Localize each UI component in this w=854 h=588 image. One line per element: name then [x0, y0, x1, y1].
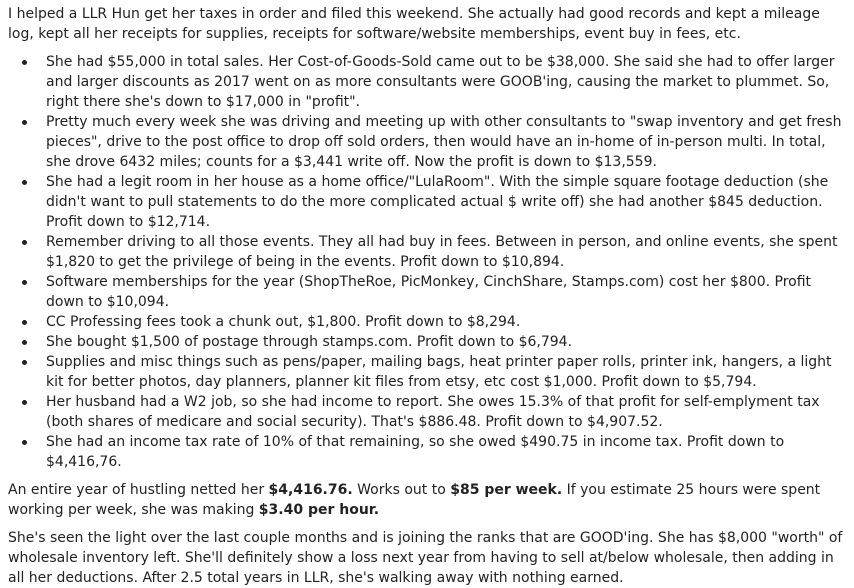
list-item-text: Software memberships for the year (ShopTheRoe, PicMonkey, CinchShare, Stamps.com) cost her $800. Profit down to $10,094. — [46, 274, 812, 310]
list-item-text: CC Professing fees took a chunk out, $1,800. Profit down to $8,294. — [46, 314, 521, 330]
list-item-text: She had $55,000 in total sales. Her Cost-of-Goods-Sold came out to be $38,000. She said she had to offer larger and larger discounts as 2017 went on as more consultants were GOOB'ing, causing the market to plummet. So, right there she's down to $17,000 in "profit". — [46, 54, 835, 110]
list-item-text: She had an income tax rate of 10% of that remaining, so she owed $490.75 in income tax. Profit down to $4,416,76. — [46, 434, 785, 470]
list-item — [46, 272, 846, 312]
bullet-icon — [22, 120, 27, 125]
bullet-icon — [22, 440, 27, 445]
bullet-icon — [22, 60, 27, 65]
expense-list — [8, 52, 846, 472]
summary-text: If you estimate 25 hours were spent working per week, she was making — [8, 482, 821, 518]
summary-paragraph — [8, 480, 846, 520]
list-item — [46, 172, 846, 232]
net-profit-value: $4,416.76. — [268, 482, 353, 498]
summary-text: Works out to — [352, 482, 451, 498]
list-item — [46, 432, 846, 472]
hourly-rate-value: $3.40 per hour. — [258, 502, 380, 518]
intro-paragraph: I helped a LLR Hun get her taxes in order and filed this weekend. She actually had good records and kept a mileage log, kept all her receipts for supplies, receipts for software/website memberships, event buy in fees, etc. — [8, 6, 820, 42]
weekly-rate-value: $85 per week. — [450, 482, 563, 498]
bullet-icon — [22, 340, 27, 345]
list-item-text: Supplies and misc things such as pens/paper, mailing bags, heat printer paper rolls, printer ink, hangers, a light kit for better photos, day planners, planner kit files from etsy, etc cost $1,000. Profit down to $5,794. — [46, 354, 832, 390]
bullet-icon — [22, 180, 27, 185]
list-item-text: She had a legit room in her house as a home office/"LulaRoom". With the simple square footage deduction (she didn't want to pull statements to do the more complicated actual $ write off) she had another $845 deduction. Profit down to $12,714. — [46, 174, 829, 230]
bullet-icon — [22, 320, 27, 325]
bullet-icon — [22, 280, 27, 285]
list-item-text: Pretty much every week she was driving and meeting up with other consultants to "swap inventory and get fresh pieces", drive to the post office to drop off sold orders, then would have an in-home of in-person multi. In total, she drove 6432 miles; counts for a $3,441 write off. Now the profit is down to $13,559. — [46, 114, 842, 170]
list-item — [46, 112, 846, 172]
list-item-text: Her husband had a W2 job, so she had income to report. She owes 15.3% of that profit for self-emplyment tax (both shares of medicare and social security). That's $886.48. Profit down to $4,907.52. — [46, 394, 820, 430]
bullet-icon — [22, 240, 27, 245]
list-item — [46, 52, 846, 112]
list-item-text: She bought $1,500 of postage through stamps.com. Profit down to $6,794. — [46, 334, 573, 350]
list-item — [46, 352, 846, 392]
list-item — [46, 392, 846, 432]
summary-text: An entire year of hustling netted her — [8, 482, 269, 498]
list-item-text: Remember driving to all those events. They all had buy in fees. Between in person, and online events, she spent $1,820 to get the privilege of being in the events. Profit down to $10,894. — [46, 234, 838, 270]
bullet-icon — [22, 360, 27, 365]
list-item — [46, 332, 846, 352]
list-item — [46, 232, 846, 272]
closing-paragraph: She's seen the light over the last couple months and is joining the ranks that are GOOD'ing. She has $8,000 "worth" of wholesale inventory left. She'll definitely show a loss next year from having to sell at/below wholesale, then adding in all her deductions. After 2.5 total years in LLR, she's walking away with nothing earned. — [8, 530, 843, 586]
list-item — [46, 312, 846, 332]
bullet-icon — [22, 400, 27, 405]
